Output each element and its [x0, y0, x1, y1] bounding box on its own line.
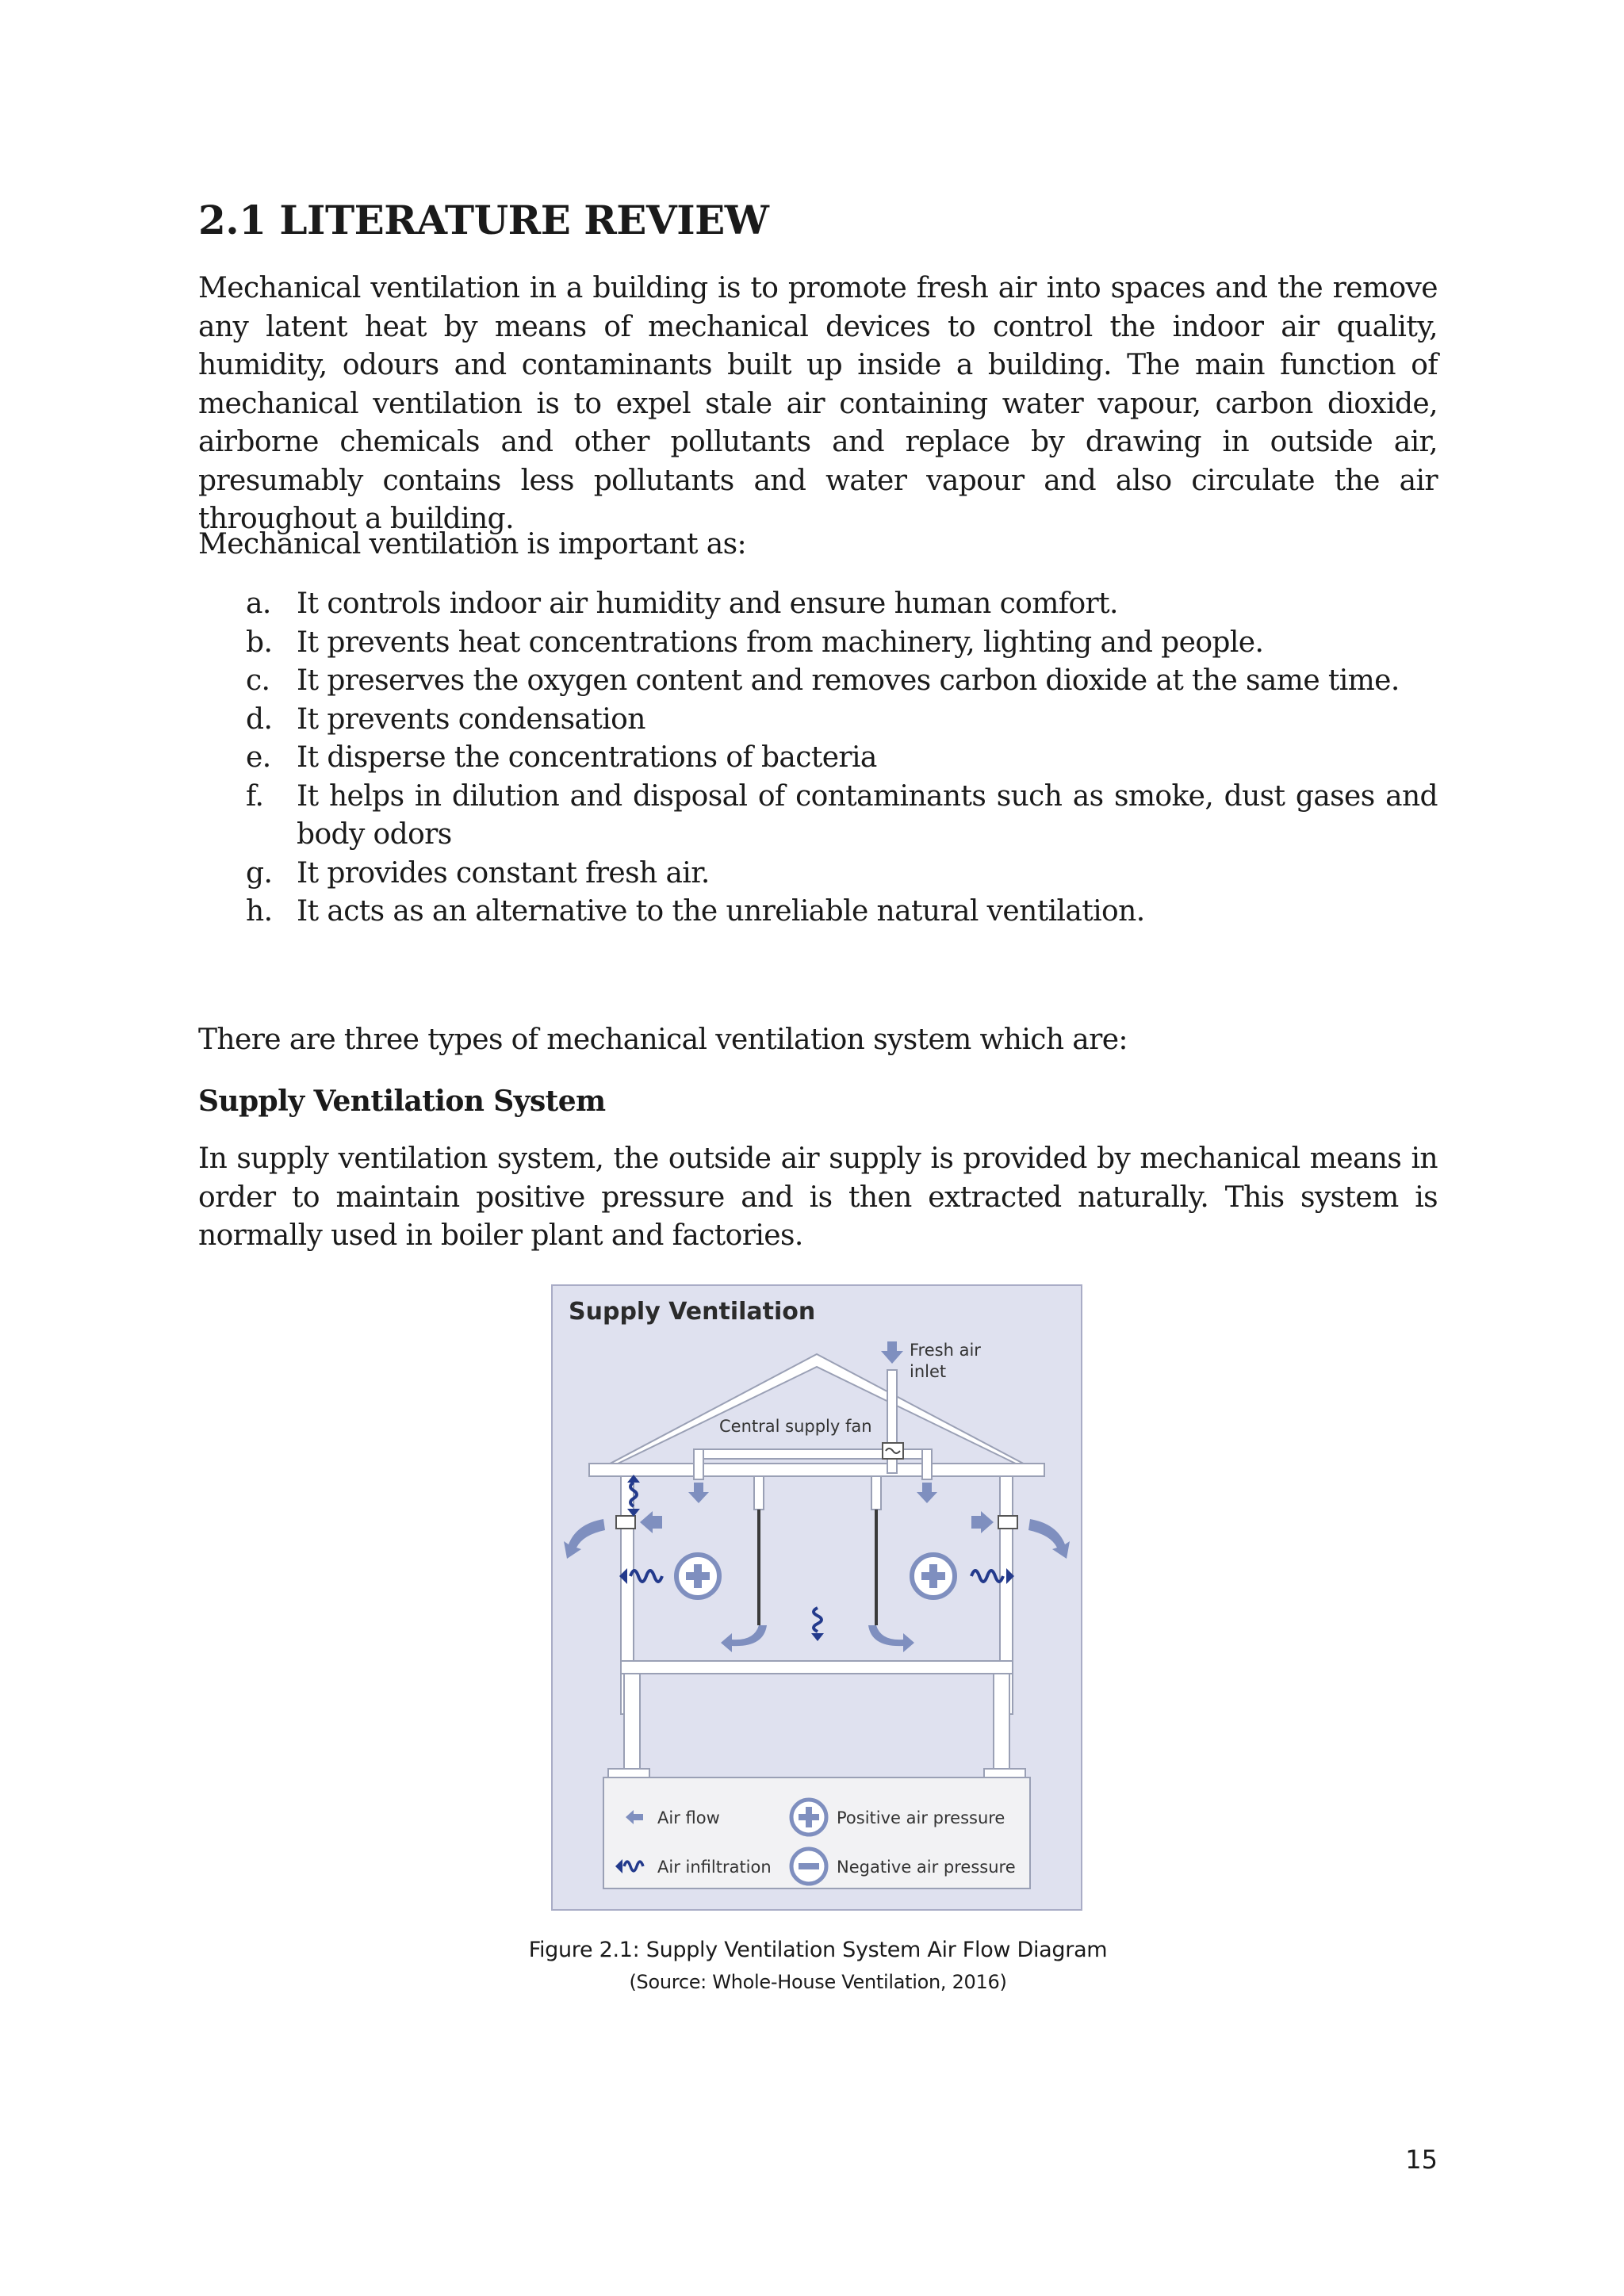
supply-paragraph: In supply ventilation system, the outside air supply is provided by mechanical means in order to maintain positive pressure and is then extracted naturally. This system is normally used in boiler plant and factories. [198, 1142, 1438, 1252]
section-heading: 2.1 LITERATURE REVIEW [198, 197, 769, 243]
right-pier [994, 1674, 1009, 1769]
wall-vent-left [616, 1516, 635, 1529]
duct-drop-right [922, 1449, 932, 1479]
list-item: g. It provides constant fresh air. [246, 856, 710, 890]
figure-illustration [551, 1284, 1082, 1911]
supply-ventilation-figure [551, 1284, 1082, 1911]
list-item: e. It disperse the concentrations of bacteria [246, 741, 877, 774]
wall-vent-right [998, 1516, 1017, 1529]
legend-air-infiltration: Air infiltration [657, 1858, 772, 1877]
list-item: d. It prevents condensation [246, 702, 645, 736]
floor-slab [621, 1661, 1013, 1674]
legend-air-flow: Air flow [657, 1808, 720, 1827]
document-page [198, 0, 1438, 2296]
intro-paragraph: Mechanical ventilation in a building is to promote fresh air into spaces and the remove any latent heat by means of mechanical devices to control the indoor air quality, humidity, odours and contaminants built up inside a building. The main function of mechanical ventilation is to expel stale air containing water vapour, carbon dioxide, airborne chemicals and other pollutants and replace by drawing in outside air, presumably contains less pollutants and water vapour and also circulate the air throughout a building. [198, 272, 1438, 535]
positive-pressure-icon [912, 1555, 955, 1598]
legend-positive-pressure-icon [791, 1800, 826, 1835]
page-number: 15 [1405, 2145, 1438, 2175]
list-item: h. It acts as an alternative to the unreliable natural ventilation. [246, 895, 1145, 928]
list-item: a. It controls indoor air humidity and ensure human comfort. [246, 587, 1118, 620]
left-pier [624, 1674, 640, 1769]
list-item: b. It prevents heat concentrations from machinery, lighting and people. [246, 626, 1264, 659]
legend-positive-pressure: Positive air pressure [837, 1808, 1005, 1827]
figure-source: (Source: Whole-House Ventilation, 2016) [629, 1971, 1007, 1993]
positive-pressure-icon [676, 1555, 719, 1598]
fresh-air-label-2: inlet [910, 1362, 947, 1381]
figure-caption: Figure 2.1: Supply Ventilation System Air Flow Diagram [528, 1938, 1108, 1962]
figure-title: Supply Ventilation [569, 1298, 816, 1326]
legend-negative-pressure: Negative air pressure [837, 1858, 1016, 1877]
list-item: f. It helps in dilution and disposal of contaminants such as smoke, dust gases and body odors [246, 779, 1438, 851]
types-lead: There are three types of mechanical ventilation system which are: [198, 1024, 1128, 1056]
duct-drop-left [694, 1449, 703, 1479]
supply-heading: Supply Ventilation System [198, 1085, 606, 1118]
legend-negative-pressure-icon [791, 1849, 826, 1884]
fresh-air-label: Fresh air [910, 1341, 981, 1360]
importance-lead: Mechanical ventilation is important as: [198, 528, 747, 561]
ceiling-beam [589, 1464, 1044, 1476]
list-item: c. It preserves the oxygen content and removes carbon dioxide at the same time. [246, 664, 1400, 697]
importance-list [246, 585, 1438, 932]
fan-label: Central supply fan [719, 1417, 872, 1436]
